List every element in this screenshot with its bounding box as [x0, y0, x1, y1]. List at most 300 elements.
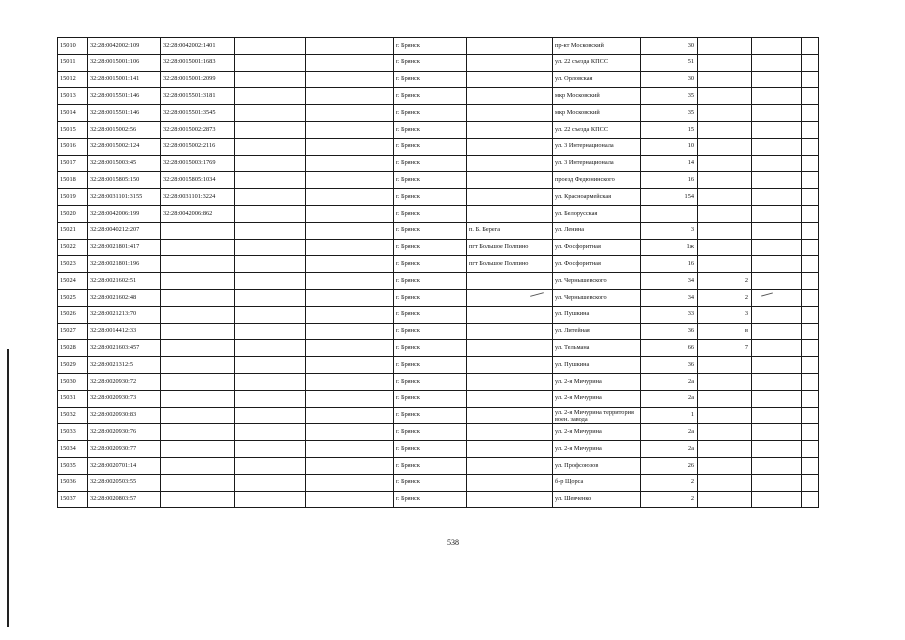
settlement-cell: пгт Большое Полпино — [467, 239, 553, 256]
street-cell: ул. Пушкина — [553, 306, 641, 323]
building-cell: 3 — [698, 306, 752, 323]
empty-cell — [306, 373, 394, 390]
house-number-cell: 1ж — [641, 239, 698, 256]
building-cell — [698, 38, 752, 55]
settlement-cell — [467, 390, 553, 407]
settlement-cell — [467, 88, 553, 105]
cadastral-number-2-cell — [161, 357, 235, 374]
city-cell: г. Брянск — [394, 256, 467, 273]
street-cell: ул. 22 съезда КПСС — [553, 121, 641, 138]
table-row — [58, 256, 819, 273]
empty-cell — [235, 155, 306, 172]
settlement-cell: п. Б. Берега — [467, 222, 553, 239]
empty-cell — [802, 189, 819, 206]
row-number-cell: 15031 — [58, 390, 88, 407]
cadastral-number-cell: 32:28:0020803:57 — [88, 491, 161, 508]
street-cell: ул. Литейная — [553, 323, 641, 340]
street-cell: ул. Чернышевского — [553, 273, 641, 290]
street-cell: ул. 2-я Мичурина — [553, 373, 641, 390]
empty-cell — [306, 71, 394, 88]
settlement-cell — [467, 441, 553, 458]
empty-cell — [235, 38, 306, 55]
settlement-cell — [467, 71, 553, 88]
empty-cell — [752, 306, 802, 323]
cadastral-number-cell: 32:28:0020701:14 — [88, 457, 161, 474]
cadastral-number-2-cell — [161, 273, 235, 290]
empty-cell — [235, 323, 306, 340]
empty-cell — [802, 306, 819, 323]
building-cell — [698, 373, 752, 390]
building-cell — [698, 71, 752, 88]
street-cell: ул. 3 Интернационала — [553, 138, 641, 155]
empty-cell — [306, 54, 394, 71]
row-number-cell: 15024 — [58, 273, 88, 290]
row-number-cell: 15022 — [58, 239, 88, 256]
house-number-cell: 1 — [641, 407, 698, 424]
empty-cell — [306, 390, 394, 407]
cadastral-number-cell: 32:28:0020930:83 — [88, 407, 161, 424]
empty-cell — [752, 105, 802, 122]
empty-cell — [802, 138, 819, 155]
house-number-cell: 26 — [641, 457, 698, 474]
city-cell: г. Брянск — [394, 222, 467, 239]
city-cell: г. Брянск — [394, 155, 467, 172]
house-number-cell: 154 — [641, 189, 698, 206]
street-cell: мкр Московский — [553, 88, 641, 105]
cadastral-number-2-cell: 32:28:0015501:3545 — [161, 105, 235, 122]
table-row — [58, 71, 819, 88]
city-cell: г. Брянск — [394, 273, 467, 290]
settlement-cell — [467, 340, 553, 357]
cadastral-number-2-cell — [161, 323, 235, 340]
empty-cell — [306, 138, 394, 155]
empty-cell — [235, 54, 306, 71]
cadastral-number-cell: 32:28:0015501:146 — [88, 105, 161, 122]
cadastral-number-cell: 32:28:0021801:417 — [88, 239, 161, 256]
table-row — [58, 205, 819, 222]
house-number-cell: 66 — [641, 340, 698, 357]
street-cell: ул. 2-я Мичурина — [553, 390, 641, 407]
house-number-cell — [641, 205, 698, 222]
building-cell — [698, 357, 752, 374]
cadastral-number-cell: 32:28:0015003:45 — [88, 155, 161, 172]
settlement-cell — [467, 289, 553, 306]
street-cell: ул. Тельмана — [553, 340, 641, 357]
house-number-cell: 35 — [641, 88, 698, 105]
cadastral-number-2-cell — [161, 306, 235, 323]
table-row — [58, 88, 819, 105]
street-cell: ул. Орловская — [553, 71, 641, 88]
street-cell: ул. 2-я Мичурина — [553, 441, 641, 458]
house-number-cell: 2а — [641, 373, 698, 390]
empty-cell — [802, 491, 819, 508]
empty-cell — [752, 373, 802, 390]
empty-cell — [235, 239, 306, 256]
building-cell — [698, 138, 752, 155]
table-row — [58, 457, 819, 474]
settlement-cell — [467, 54, 553, 71]
empty-cell — [752, 289, 802, 306]
table-row — [58, 222, 819, 239]
empty-cell — [802, 54, 819, 71]
settlement-cell — [467, 491, 553, 508]
empty-cell — [752, 474, 802, 491]
empty-cell — [752, 340, 802, 357]
city-cell: г. Брянск — [394, 357, 467, 374]
settlement-cell — [467, 155, 553, 172]
table-row — [58, 441, 819, 458]
building-cell — [698, 457, 752, 474]
cadastral-number-2-cell — [161, 407, 235, 424]
empty-cell — [802, 457, 819, 474]
house-number-cell: 16 — [641, 256, 698, 273]
house-number-cell: 33 — [641, 306, 698, 323]
street-cell: ул. Красноармейская — [553, 189, 641, 206]
row-number-cell: 15015 — [58, 121, 88, 138]
table-body — [58, 38, 819, 508]
row-number-cell: 15019 — [58, 189, 88, 206]
empty-cell — [235, 172, 306, 189]
empty-cell — [802, 273, 819, 290]
empty-cell — [235, 273, 306, 290]
house-number-cell: 35 — [641, 105, 698, 122]
row-number-cell: 15036 — [58, 474, 88, 491]
row-number-cell: 15026 — [58, 306, 88, 323]
empty-cell — [306, 357, 394, 374]
house-number-cell: 2а — [641, 441, 698, 458]
empty-cell — [235, 373, 306, 390]
cadastral-number-2-cell — [161, 256, 235, 273]
empty-cell — [802, 88, 819, 105]
empty-cell — [752, 121, 802, 138]
building-cell — [698, 172, 752, 189]
building-cell — [698, 189, 752, 206]
empty-cell — [235, 121, 306, 138]
table-row — [58, 306, 819, 323]
empty-cell — [235, 457, 306, 474]
empty-cell — [235, 306, 306, 323]
row-number-cell: 15016 — [58, 138, 88, 155]
city-cell: г. Брянск — [394, 340, 467, 357]
table-row — [58, 373, 819, 390]
empty-cell — [306, 340, 394, 357]
cadastral-number-cell: 32:28:0031101:3155 — [88, 189, 161, 206]
city-cell: г. Брянск — [394, 289, 467, 306]
empty-cell — [752, 88, 802, 105]
table-row — [58, 138, 819, 155]
empty-cell — [235, 357, 306, 374]
cadastral-number-2-cell — [161, 424, 235, 441]
empty-cell — [235, 138, 306, 155]
empty-cell — [306, 491, 394, 508]
building-cell — [698, 239, 752, 256]
city-cell: г. Брянск — [394, 457, 467, 474]
cadastral-number-2-cell: 32:28:0015001:2099 — [161, 71, 235, 88]
empty-cell — [752, 138, 802, 155]
house-number-cell: 16 — [641, 172, 698, 189]
city-cell: г. Брянск — [394, 172, 467, 189]
street-cell: ул. 22 съезда КПСС — [553, 54, 641, 71]
empty-cell — [802, 121, 819, 138]
building-cell: в — [698, 323, 752, 340]
city-cell: г. Брянск — [394, 491, 467, 508]
street-cell: пр-кт Московский — [553, 38, 641, 55]
row-number-cell: 15035 — [58, 457, 88, 474]
table-row — [58, 491, 819, 508]
building-cell — [698, 121, 752, 138]
row-number-cell: 15034 — [58, 441, 88, 458]
empty-cell — [306, 189, 394, 206]
row-number-cell: 15011 — [58, 54, 88, 71]
empty-cell — [802, 205, 819, 222]
row-number-cell: 15025 — [58, 289, 88, 306]
cadastral-number-cell: 32:28:0042002:109 — [88, 38, 161, 55]
cadastral-number-cell: 32:28:0021213:70 — [88, 306, 161, 323]
empty-cell — [752, 205, 802, 222]
house-number-cell: 2а — [641, 390, 698, 407]
row-number-cell: 15020 — [58, 205, 88, 222]
cadastral-number-cell: 32:28:0021312:5 — [88, 357, 161, 374]
empty-cell — [752, 172, 802, 189]
empty-cell — [802, 222, 819, 239]
house-number-cell: 2 — [641, 491, 698, 508]
table-row — [58, 38, 819, 55]
cadastral-number-cell: 32:28:0015001:106 — [88, 54, 161, 71]
table-row — [58, 474, 819, 491]
street-cell: ул. Профсоюзов — [553, 457, 641, 474]
empty-cell — [752, 390, 802, 407]
cadastral-number-2-cell: 32:28:0042006:862 — [161, 205, 235, 222]
empty-cell — [235, 222, 306, 239]
empty-cell — [752, 357, 802, 374]
empty-cell — [752, 189, 802, 206]
empty-cell — [752, 54, 802, 71]
city-cell: г. Брянск — [394, 239, 467, 256]
cadastral-number-2-cell — [161, 239, 235, 256]
row-number-cell: 15023 — [58, 256, 88, 273]
table-row — [58, 189, 819, 206]
cadastral-number-cell: 32:28:0014412:33 — [88, 323, 161, 340]
building-cell — [698, 54, 752, 71]
cadastral-number-2-cell: 32:28:0015501:3181 — [161, 88, 235, 105]
building-cell — [698, 205, 752, 222]
settlement-cell — [467, 172, 553, 189]
empty-cell — [306, 289, 394, 306]
row-number-cell: 15030 — [58, 373, 88, 390]
row-number-cell: 15028 — [58, 340, 88, 357]
cadastral-number-2-cell — [161, 222, 235, 239]
empty-cell — [306, 407, 394, 424]
cadastral-number-2-cell — [161, 340, 235, 357]
table-row — [58, 273, 819, 290]
street-cell: ул. 3 Интернационала — [553, 155, 641, 172]
settlement-cell — [467, 121, 553, 138]
cadastral-number-cell: 32:28:0042006:199 — [88, 205, 161, 222]
empty-cell — [306, 172, 394, 189]
page-number: 538 — [447, 538, 459, 547]
city-cell: г. Брянск — [394, 54, 467, 71]
cadastral-number-2-cell: 32:28:0031101:3224 — [161, 189, 235, 206]
table-row — [58, 54, 819, 71]
cadastral-number-2-cell — [161, 289, 235, 306]
street-cell: ул. Пушкина — [553, 357, 641, 374]
house-number-cell: 36 — [641, 357, 698, 374]
city-cell: г. Брянск — [394, 121, 467, 138]
settlement-cell: пгт Большое Полпино — [467, 256, 553, 273]
empty-cell — [306, 239, 394, 256]
row-number-cell: 15018 — [58, 172, 88, 189]
settlement-cell — [467, 357, 553, 374]
cadastral-number-cell: 32:28:0015805:150 — [88, 172, 161, 189]
table-row — [58, 121, 819, 138]
house-number-cell: 34 — [641, 289, 698, 306]
city-cell: г. Брянск — [394, 138, 467, 155]
empty-cell — [306, 323, 394, 340]
house-number-cell: 14 — [641, 155, 698, 172]
settlement-cell — [467, 105, 553, 122]
house-number-cell: 34 — [641, 273, 698, 290]
empty-cell — [306, 105, 394, 122]
empty-cell — [235, 256, 306, 273]
empty-cell — [235, 441, 306, 458]
empty-cell — [802, 390, 819, 407]
city-cell: г. Брянск — [394, 441, 467, 458]
building-cell — [698, 155, 752, 172]
cadastral-number-cell: 32:28:0015501:146 — [88, 88, 161, 105]
cadastral-number-2-cell: 32:28:0015001:1683 — [161, 54, 235, 71]
street-cell: б-р Щорса — [553, 474, 641, 491]
table-row — [58, 340, 819, 357]
empty-cell — [802, 289, 819, 306]
street-cell: ул. 2-я Мичурина территория воен. завода — [553, 407, 641, 424]
city-cell: г. Брянск — [394, 71, 467, 88]
settlement-cell — [467, 424, 553, 441]
empty-cell — [235, 189, 306, 206]
empty-cell — [752, 407, 802, 424]
empty-cell — [752, 273, 802, 290]
empty-cell — [802, 323, 819, 340]
house-number-cell: 30 — [641, 38, 698, 55]
building-cell — [698, 222, 752, 239]
cadastral-number-cell: 32:28:0020930:76 — [88, 424, 161, 441]
building-cell: 7 — [698, 340, 752, 357]
cadastral-number-cell: 32:28:0021602:51 — [88, 273, 161, 290]
table-row — [58, 172, 819, 189]
empty-cell — [802, 71, 819, 88]
cadastral-number-cell: 32:28:0020930:77 — [88, 441, 161, 458]
table-row — [58, 105, 819, 122]
row-number-cell: 15013 — [58, 88, 88, 105]
cadastral-number-2-cell — [161, 441, 235, 458]
empty-cell — [802, 441, 819, 458]
building-cell — [698, 105, 752, 122]
empty-cell — [802, 256, 819, 273]
settlement-cell — [467, 306, 553, 323]
empty-cell — [752, 71, 802, 88]
cadastral-number-cell: 32:28:0021801:196 — [88, 256, 161, 273]
registry-table — [57, 37, 819, 508]
empty-cell — [752, 323, 802, 340]
building-cell: 2 — [698, 273, 752, 290]
empty-cell — [235, 390, 306, 407]
cadastral-number-cell: 32:28:0015002:124 — [88, 138, 161, 155]
empty-cell — [802, 38, 819, 55]
city-cell: г. Брянск — [394, 306, 467, 323]
city-cell: г. Брянск — [394, 38, 467, 55]
row-number-cell: 15037 — [58, 491, 88, 508]
empty-cell — [306, 88, 394, 105]
table-row — [58, 390, 819, 407]
empty-cell — [752, 239, 802, 256]
row-number-cell: 15029 — [58, 357, 88, 374]
cadastral-number-cell: 32:28:0021602:48 — [88, 289, 161, 306]
house-number-cell: 51 — [641, 54, 698, 71]
empty-cell — [802, 474, 819, 491]
house-number-cell: 10 — [641, 138, 698, 155]
building-cell — [698, 256, 752, 273]
city-cell: г. Брянск — [394, 205, 467, 222]
settlement-cell — [467, 457, 553, 474]
empty-cell — [802, 155, 819, 172]
empty-cell — [306, 306, 394, 323]
empty-cell — [802, 373, 819, 390]
empty-cell — [235, 88, 306, 105]
row-number-cell: 15014 — [58, 105, 88, 122]
cadastral-number-2-cell: 32:28:0015002:2116 — [161, 138, 235, 155]
table-row — [58, 357, 819, 374]
empty-cell — [802, 239, 819, 256]
row-number-cell: 15027 — [58, 323, 88, 340]
city-cell: г. Брянск — [394, 189, 467, 206]
empty-cell — [235, 71, 306, 88]
cadastral-number-2-cell — [161, 491, 235, 508]
empty-cell — [235, 407, 306, 424]
empty-cell — [752, 155, 802, 172]
house-number-cell: 30 — [641, 71, 698, 88]
building-cell — [698, 424, 752, 441]
cadastral-number-2-cell: 32:28:0015805:1034 — [161, 172, 235, 189]
city-cell: г. Брянск — [394, 474, 467, 491]
street-cell: ул. Ленина — [553, 222, 641, 239]
row-number-cell: 15012 — [58, 71, 88, 88]
city-cell: г. Брянск — [394, 88, 467, 105]
house-number-cell: 2а — [641, 424, 698, 441]
row-number-cell: 15017 — [58, 155, 88, 172]
empty-cell — [802, 340, 819, 357]
empty-cell — [752, 222, 802, 239]
settlement-cell — [467, 38, 553, 55]
empty-cell — [306, 38, 394, 55]
empty-cell — [752, 491, 802, 508]
city-cell: г. Брянск — [394, 424, 467, 441]
empty-cell — [306, 205, 394, 222]
city-cell: г. Брянск — [394, 390, 467, 407]
empty-cell — [802, 172, 819, 189]
empty-cell — [235, 424, 306, 441]
street-cell: ул. Белорусская — [553, 205, 641, 222]
row-number-cell: 15021 — [58, 222, 88, 239]
street-cell: ул. 2-я Мичурина — [553, 424, 641, 441]
settlement-cell — [467, 373, 553, 390]
house-number-cell: 3 — [641, 222, 698, 239]
empty-cell — [235, 105, 306, 122]
empty-cell — [306, 457, 394, 474]
building-cell — [698, 474, 752, 491]
street-cell: ул. Фосфоритная — [553, 256, 641, 273]
settlement-cell — [467, 273, 553, 290]
cadastral-number-cell: 32:28:0021603:457 — [88, 340, 161, 357]
empty-cell — [752, 256, 802, 273]
